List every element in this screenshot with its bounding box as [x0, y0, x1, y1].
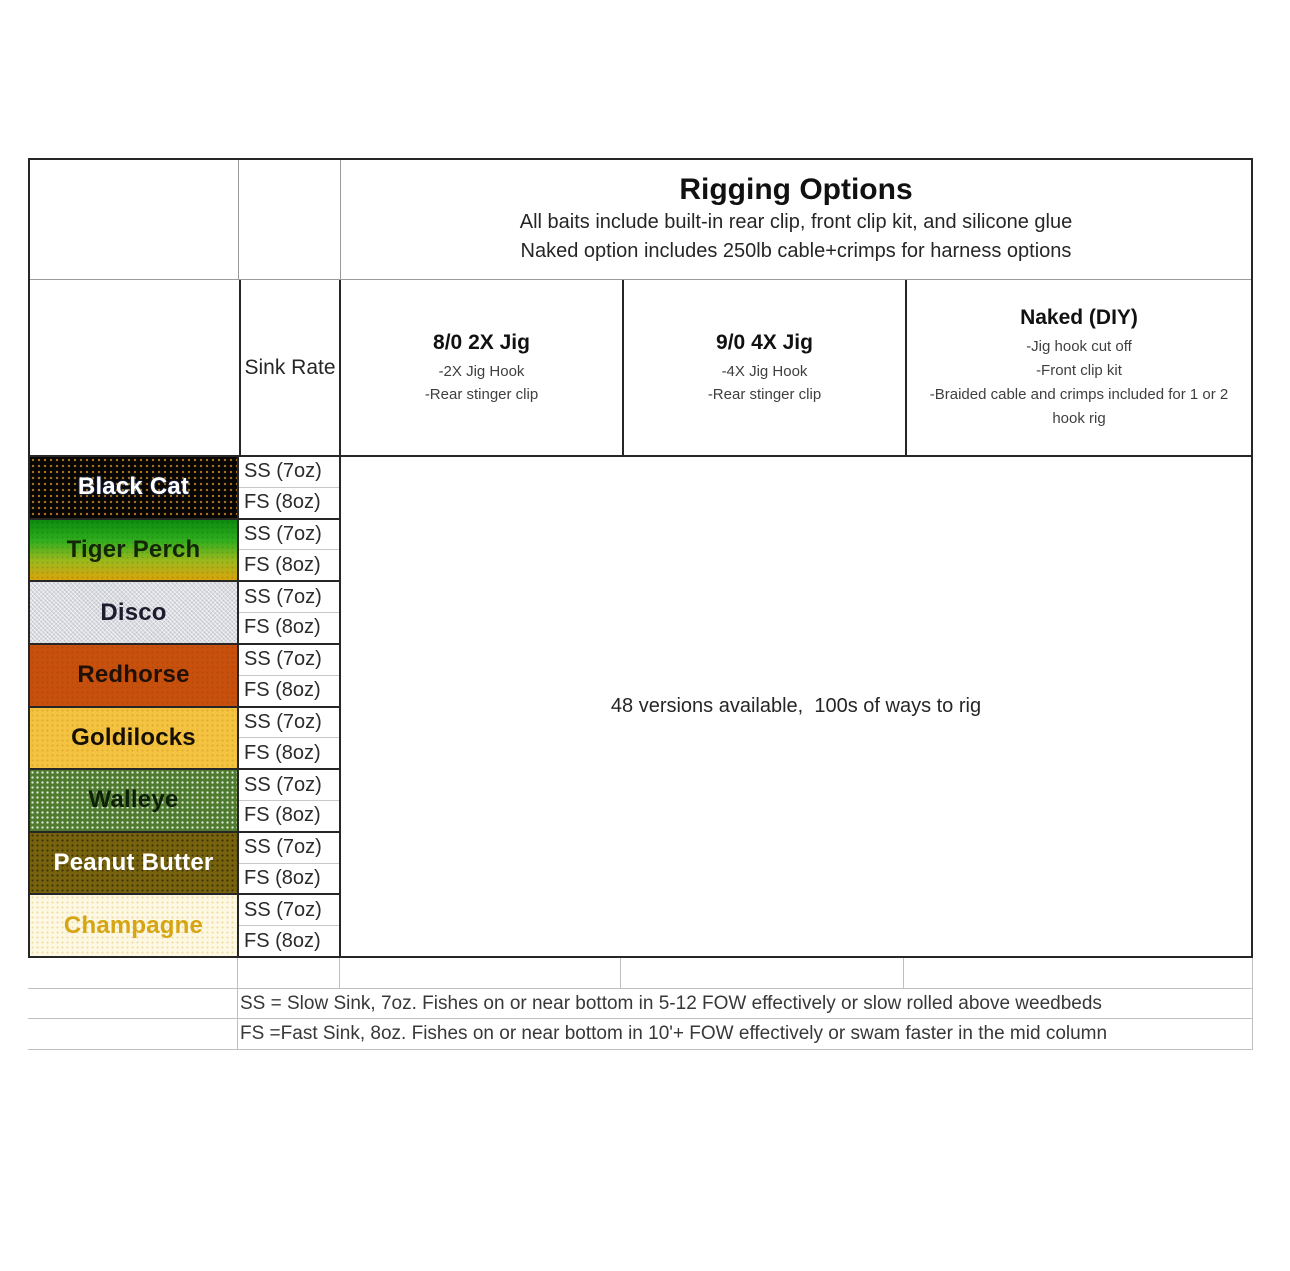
bait-row-walleye — [30, 770, 339, 833]
column-title: 9/0 4X Jig — [716, 330, 813, 354]
bait-swatch-label: Walleye — [30, 770, 239, 831]
bait-swatch-label: Goldilocks — [30, 708, 239, 769]
sink-rate-cells — [239, 770, 339, 831]
sink-rate-cells — [239, 895, 339, 956]
sink-cell-fs: FS (8oz) — [244, 616, 321, 639]
title-row — [30, 160, 1251, 280]
table-subtitle-2: Naked option includes 250lb cable+crimps for harness options — [520, 240, 1072, 262]
bait-rows-band — [30, 457, 1251, 956]
sink-cell-ss: SS (7oz) — [239, 520, 339, 551]
bait-row-peanut-butter — [30, 833, 339, 896]
header-blank-cell — [30, 280, 239, 455]
table-title: Rigging Options — [679, 173, 913, 206]
column-detail: -2X Jig Hook — [438, 362, 525, 380]
sink-cell-ss: SS (7oz) — [239, 895, 339, 926]
sink-rate-cells — [239, 645, 339, 706]
column-header-8-0-2x-jig — [341, 280, 622, 455]
column-detail: -4X Jig Hook — [721, 362, 808, 380]
spacer-row — [28, 958, 1253, 989]
sink-rate-cells — [239, 582, 339, 643]
sink-cell-ss: SS (7oz) — [239, 833, 339, 864]
sink-cell-fs: FS (8oz) — [244, 491, 321, 514]
sink-cell-ss: SS (7oz) — [239, 457, 339, 488]
versions-available-note: 48 versions available, 100s of ways to rig — [610, 695, 982, 717]
sink-cell-fs: FS (8oz) — [244, 866, 321, 889]
sink-cell-ss: SS (7oz) — [239, 645, 339, 676]
column-header-9-0-4x-jig — [622, 280, 905, 455]
bait-swatch-label: Redhorse — [30, 645, 239, 706]
rigging-table — [28, 158, 1253, 958]
grid-line — [237, 958, 238, 988]
sink-cell-fs: FS (8oz) — [244, 929, 321, 952]
footnote-row-fs — [28, 1019, 1253, 1050]
bait-row-champagne — [30, 895, 339, 956]
sink-rate-header: Sink Rate — [239, 280, 341, 455]
sink-cell-fs: FS (8oz) — [244, 804, 321, 827]
grid-line — [903, 958, 904, 988]
bait-row-black-cat — [30, 457, 339, 520]
footnote-fs-text: FS =Fast Sink, 8oz. Fishes on or near bottom in 10'+ FOW effectively or swam faster in the mid column — [240, 1023, 1108, 1044]
sink-rate-cells — [239, 457, 339, 518]
sink-cell-fs: FS (8oz) — [244, 741, 321, 764]
merged-versions-cell — [341, 457, 1251, 956]
bait-swatch-label: Tiger Perch — [30, 520, 239, 581]
column-title: Naked (DIY) — [1020, 305, 1138, 329]
grid-line — [237, 1019, 238, 1049]
column-detail: -Front clip kit — [1036, 361, 1122, 379]
table-subtitle-1: All baits include built-in rear clip, front clip kit, and silicone glue — [519, 211, 1073, 233]
footnote-ss-text: SS = Slow Sink, 7oz. Fishes on or near bottom in 5-12 FOW effectively or slow rolled above weedbeds — [240, 992, 1102, 1014]
column-detail: -Rear stinger clip — [424, 385, 539, 403]
title-row-blank-cell-left — [30, 160, 239, 279]
sink-cell-fs: FS (8oz) — [244, 553, 321, 576]
grid-line — [237, 989, 238, 1018]
bait-row-disco — [30, 582, 339, 645]
column-detail: -Braided cable and crimps included for 1 or 2 hook rig — [929, 385, 1229, 427]
bait-swatch-label: Champagne — [30, 895, 239, 956]
title-block — [341, 160, 1251, 279]
column-header-naked-diy — [905, 280, 1251, 455]
sink-cell-fs: FS (8oz) — [244, 679, 321, 702]
column-title: 8/0 2X Jig — [433, 330, 530, 354]
title-row-blank-cell-sink — [239, 160, 341, 279]
bait-rows-column — [30, 457, 341, 956]
sink-rate-cells — [239, 708, 339, 769]
sink-cell-ss: SS (7oz) — [239, 708, 339, 739]
footnote-row-ss — [28, 989, 1253, 1019]
column-header-row — [30, 280, 1251, 457]
sink-rate-cells — [239, 833, 339, 894]
column-detail: -Rear stinger clip — [707, 385, 822, 403]
sink-rate-cells — [239, 520, 339, 581]
bait-row-goldilocks — [30, 708, 339, 771]
grid-line — [339, 958, 340, 988]
grid-line — [620, 958, 621, 988]
sink-cell-ss: SS (7oz) — [239, 582, 339, 613]
sink-cell-ss: SS (7oz) — [239, 770, 339, 801]
bait-row-redhorse — [30, 645, 339, 708]
bait-row-tiger-perch — [30, 520, 339, 583]
bait-swatch-label: Black Cat — [30, 457, 239, 518]
bait-swatch-label: Disco — [30, 582, 239, 643]
column-detail: -Jig hook cut off — [1026, 337, 1132, 355]
bait-swatch-label: Peanut Butter — [30, 833, 239, 894]
